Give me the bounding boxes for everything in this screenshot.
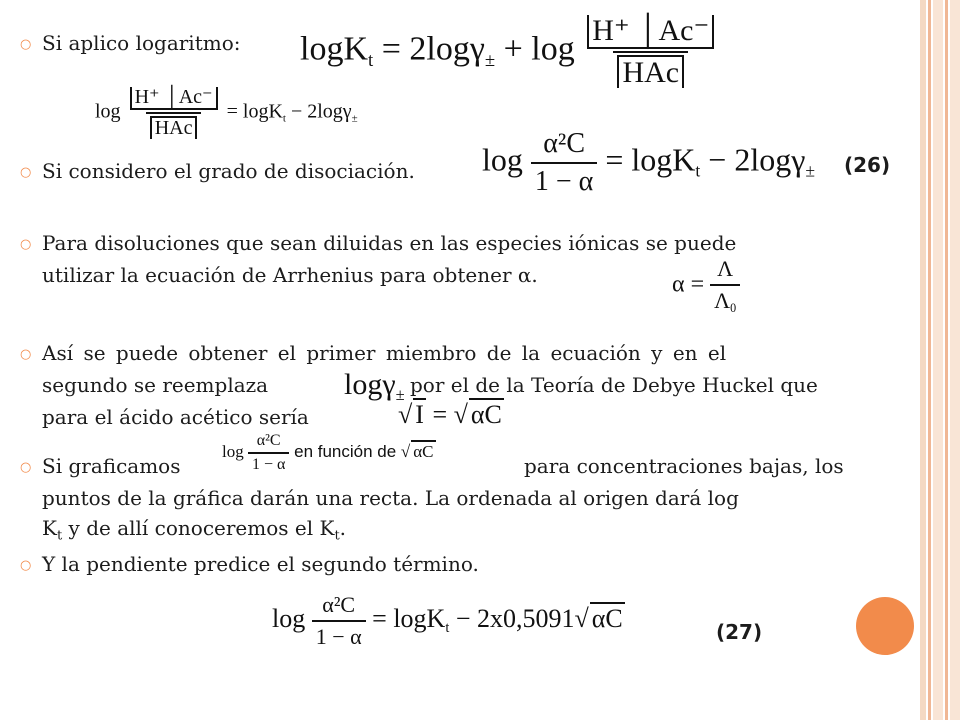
bullet-text: Si graficamos — [42, 454, 181, 478]
orange-circle-icon — [856, 597, 914, 655]
bullet-text: utilizar la ecuación de Arrhenius para obtener α. — [42, 263, 538, 287]
decor-stripe — [950, 0, 960, 720]
bullet-text: puntos de la gráfica darán una recta. La ordenada al origen dará log — [42, 486, 739, 510]
bullet-text: Si aplico logaritmo: — [42, 31, 241, 55]
bullet-text: segundo se reemplaza — [42, 373, 269, 397]
decor-stripe — [945, 0, 948, 720]
equation-alpha: α = $\frac{\Lambda}{\Lambda_0}$ — [672, 256, 740, 316]
bullet-text: por el de la Teoría de Debye Huckel que — [410, 373, 818, 397]
equation-26: log $\frac{\text{α²C}}{1 - \alpha}$ = logK$_t$ − 2logγ$_\pm$ — [482, 128, 816, 197]
bullet-text: para concentraciones bajas, los — [524, 454, 844, 478]
decor-stripe — [928, 0, 931, 720]
bullet-icon: ○ — [20, 558, 32, 573]
equation-27: log $\frac{\text{α²C}}{1 - \alpha}$ = logK$_t$ − 2x0,5091√ αC — [272, 592, 623, 649]
equation-log-ratio: log $\frac{H^+ │Ac^-}{\text{HAc}}$ = logK$_t$ − 2logγ$_\pm$ — [95, 86, 358, 139]
bullet-text: para el ácido acético sería — [42, 405, 309, 429]
bullet-text: Para disoluciones que sean diluidas en las especies iónicas se puede — [42, 231, 737, 255]
bullet-icon: ○ — [20, 37, 32, 52]
bullet-icon: ○ — [20, 237, 32, 252]
equation-number-26: (26) — [844, 153, 891, 177]
equation-log-gamma: logγ$_\pm$ — [344, 368, 405, 404]
bullet-text: $K_t$ y de allí conoceremos el $K_t$. — [42, 516, 347, 544]
bullet-icon: ○ — [20, 460, 32, 475]
equation-number-27: (27) — [716, 620, 763, 644]
bullet-icon: ○ — [20, 165, 32, 180]
bullet-text: Y la pendiente predice el segundo término. — [42, 552, 479, 576]
decor-stripe — [920, 0, 926, 720]
bullet-text: Si considero el grado de disociación. — [42, 159, 415, 183]
equation-plot-spec: log $\frac{\text{α²C}}{1 - \alpha}$ en función de √ αC — [222, 432, 434, 473]
equation-sqrt-i: √ I = √ αC — [398, 400, 502, 429]
decor-stripe — [933, 0, 943, 720]
equation-log-kt: logK$_t$ = 2logγ$_\pm$ + log $\frac{H^+ │Ac^-}{\text{HAc}}$ — [300, 14, 718, 90]
bullet-icon: ○ — [20, 347, 32, 362]
bullet-text: Así se puede obtener el primer miembro de la ecuación y en el — [42, 341, 727, 365]
